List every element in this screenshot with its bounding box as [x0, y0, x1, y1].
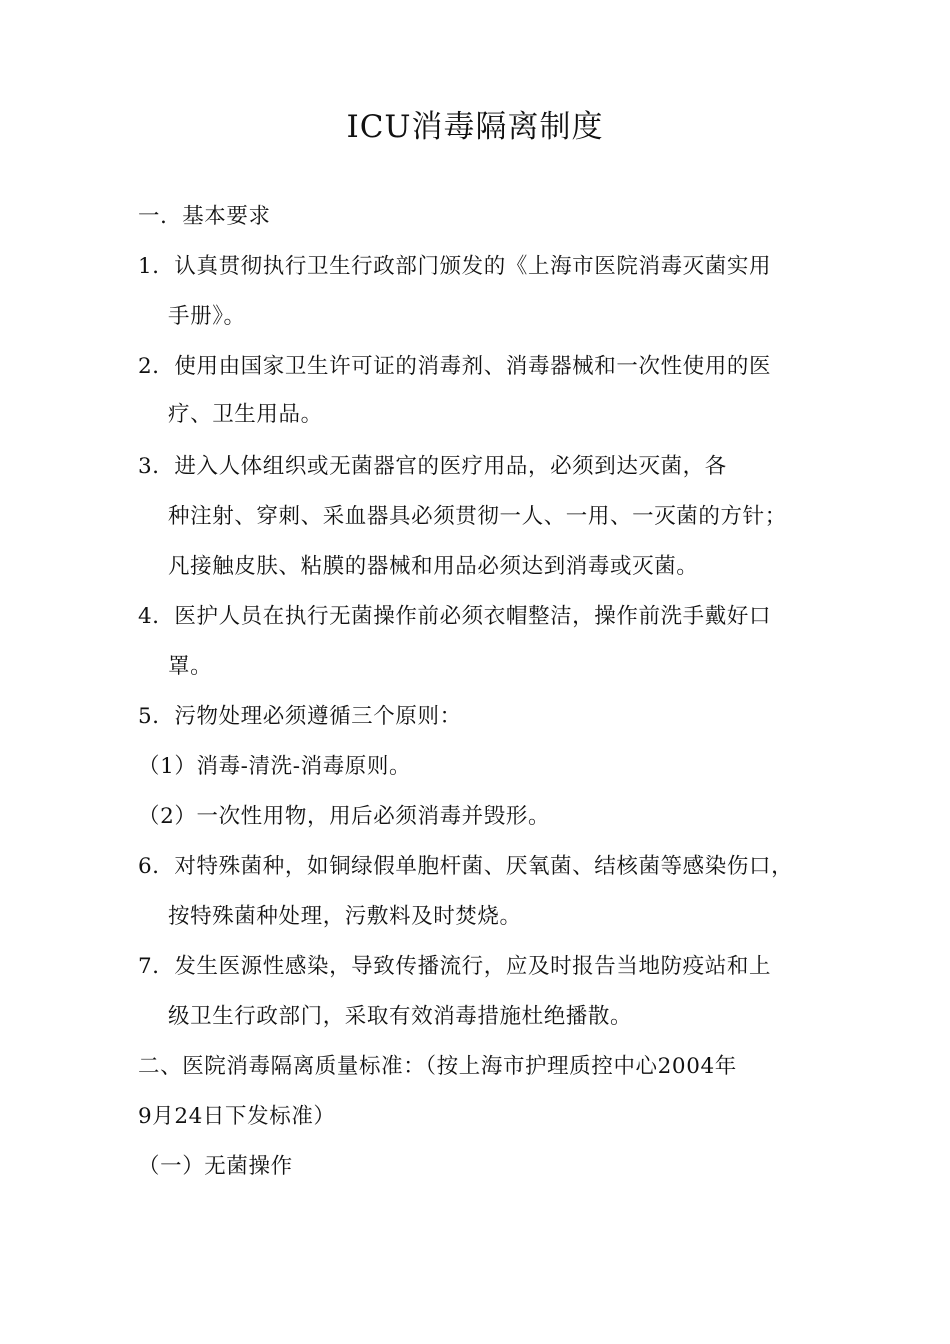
item-5-sub-2: （2）一次性用物，用后必须消毒并毁形。: [138, 804, 551, 829]
item-3-line-3: 凡接触皮肤、粘膜的器械和用品必须达到消毒或灭菌。: [168, 554, 699, 579]
item-4-line-2: 罩。: [168, 654, 213, 679]
document-title: ICU消毒隔离制度: [346, 109, 604, 145]
item-5-line-1: 5．污物处理必须遵循三个原则：: [138, 704, 462, 729]
section-heading-quality-standard-line-2: 9月24日下发标准）: [138, 1104, 336, 1129]
item-3-line-2: 种注射、穿刺、采血器具必须贯彻一人、一用、一灭菌的方针；: [168, 504, 787, 529]
item-4-line-1: 4．医护人员在执行无菌操作前必须衣帽整洁，操作前洗手戴好口: [138, 604, 772, 629]
item-7-line-2: 级卫生行政部门，采取有效消毒措施杜绝播散。: [168, 1004, 633, 1029]
item-1-line-1: 1．认真贯彻执行卫生行政部门颁发的《上海市医院消毒灭菌实用: [138, 254, 772, 279]
section-heading-basic-requirements: 一．基本要求: [138, 204, 271, 229]
item-5-sub-1: （1）消毒-清洗-消毒原则。: [138, 754, 412, 779]
item-1-line-2: 手册》。: [168, 304, 246, 329]
item-3-line-1: 3．进入人体组织或无菌器官的医疗用品，必须到达灭菌，各: [138, 454, 727, 479]
subsection-heading-aseptic-operation: （一）无菌操作: [138, 1154, 293, 1179]
item-2-line-1: 2．使用由国家卫生许可证的消毒剂、消毒器械和一次性使用的医: [138, 354, 772, 379]
item-6-line-2: 按特殊菌种处理，污敷料及时焚烧。: [168, 904, 522, 929]
section-heading-quality-standard-line-1: 二、医院消毒隔离质量标准：（按上海市护理质控中心2004年: [138, 1054, 737, 1079]
item-7-line-1: 7．发生医源性感染，导致传播流行，应及时报告当地防疫站和上: [138, 954, 772, 979]
item-2-line-2: 疗、卫生用品。: [168, 402, 323, 427]
item-6-line-1: 6．对特殊菌种，如铜绿假单胞杆菌、厌氧菌、结核菌等感染伤口，: [138, 854, 794, 879]
